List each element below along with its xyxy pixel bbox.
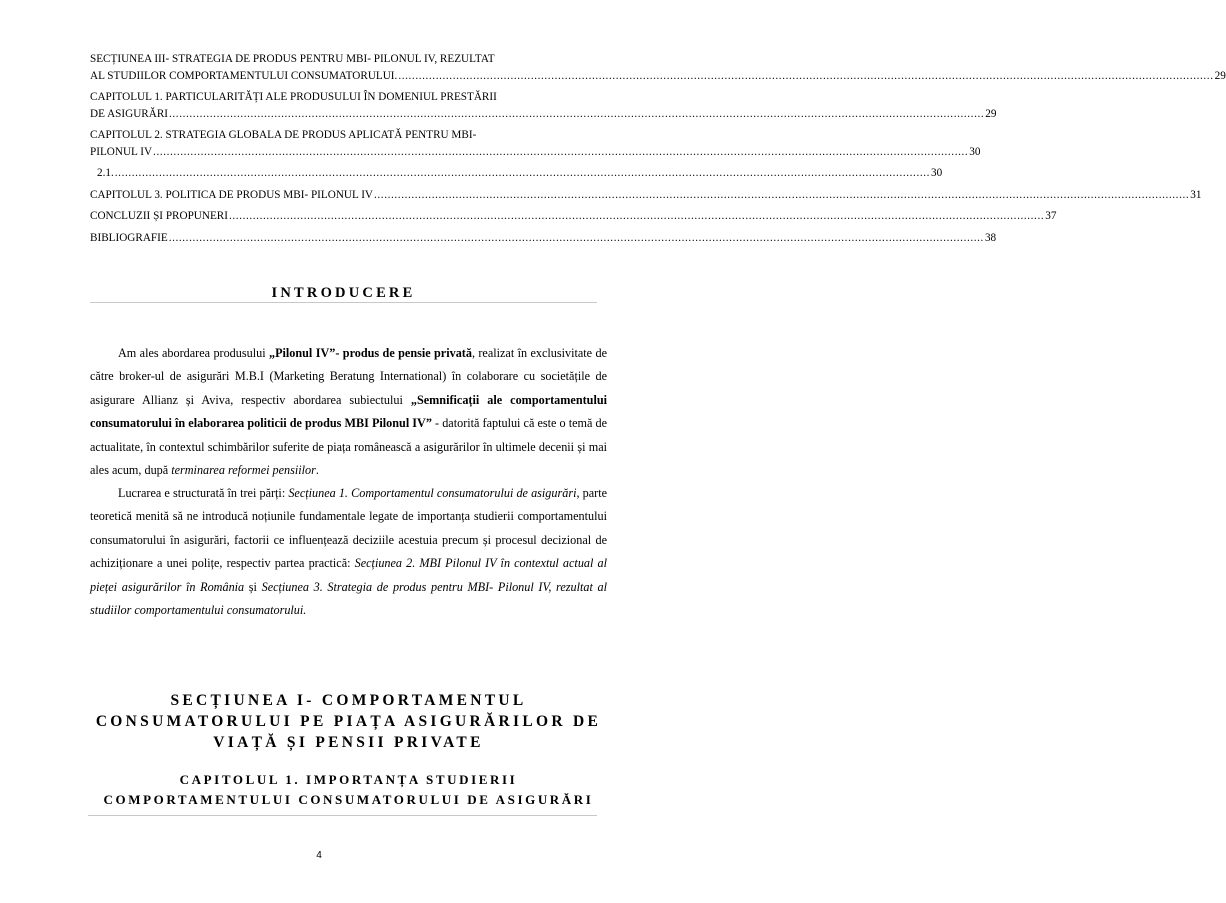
toc-entry-text: AL STUDIILOR COMPORTAMENTULUI CONSUMATORULUI. (90, 69, 398, 82)
toc-page-number: 38 (984, 231, 997, 244)
toc-entry[interactable] (90, 230, 997, 247)
intro-paragraph-2: Lucrarea e structurată în trei părți: Secțiunea 1. Comportamentul consumatorului de asigurări, parte teoretică menită să ne introducă noțiunile fundamentale legate de importanța studierii comportamentului consumatorului în asigurări, factorii ce influențează deciziile acestuia precum și procesul decizional de achiziționare a unei polițe, respectiv partea practică: Secțiunea 2. MBI Pilonul IV în contextul actual al pieței asigurărilor în România și Secțiunea 3. Strategia de produs pentru MBI- Pilonul IV, rezultat al studiilor comportamentului consumatorului. (90, 486, 607, 618)
section-title-line: SECȚIUNEA I- COMPORTAMENTUL (170, 692, 527, 709)
toc-page-number: 30 (931, 167, 943, 179)
section-title-line: VIAȚĂ ȘI PENSII PRIVATE (213, 734, 484, 751)
chapter-underline (88, 815, 597, 816)
toc-entry-text: CAPITOLUL 3. POLITICA DE PRODUS MBI- PILONUL IV (90, 188, 374, 201)
toc-entry[interactable] (90, 165, 943, 182)
toc-entry-text: 2.1. (97, 167, 114, 179)
toc-entry-text: PILONUL IV (90, 145, 153, 158)
toc-leader (169, 230, 984, 247)
page-number: 4 (316, 850, 322, 861)
toc-leader (115, 165, 930, 182)
heading-underline (90, 302, 597, 303)
toc-page-number: 31 (1190, 188, 1202, 201)
toc-leader (169, 106, 984, 123)
section-title-line: CONSUMATORULUI PE PIAȚA ASIGURĂRILOR DE (95, 713, 602, 730)
toc-entry[interactable] (90, 89, 997, 122)
toc-entry[interactable] (90, 208, 1057, 225)
chapter-title (80, 770, 617, 810)
toc-page-number: 29 (1214, 69, 1226, 82)
chapter-title-line: COMPORTAMENTULUI CONSUMATORULUI DE ASIGURĂRI (103, 792, 594, 807)
intro-paragraph-1: Am ales abordarea produsului „Pilonul IV”- produs de pensie privată, realizat în exclusivitate de către broker-ul de asigurări M.B.I (Marketing Beratung International) în colaborare cu societățile de asigurare Allianz și Aviva, respectiv abordarea subiectului „Semnificații ale comportamentului consumatorului în elaborarea politicii de produs MBI Pilonul IV” - datorită faptului că este o temă de actualitate, în contextul schimbărilor suferite de piața românească a asigurărilor în ultimele decenii și mai ales acum, după terminarea reformei pensiilor. (90, 346, 607, 478)
toc-leader (229, 208, 1044, 225)
toc-page-number: 29 (985, 107, 997, 120)
section-title (80, 690, 617, 753)
toc-leader (398, 68, 1213, 85)
toc-entry-text: SECȚIUNEA III- STRATEGIA DE PRODUS PENTRU MBI- PILONUL IV, REZULTAT (90, 53, 495, 65)
table-of-contents (90, 51, 1226, 251)
toc-page-number: 30 (969, 145, 981, 158)
toc-leader (374, 187, 1189, 204)
toc-entry[interactable] (90, 51, 1226, 84)
toc-leader (153, 144, 968, 161)
toc-entry[interactable] (90, 127, 981, 160)
toc-entry-text: DE ASIGURĂRI (90, 107, 169, 120)
toc-page-number: 37 (1045, 210, 1057, 222)
toc-entry-text: CAPITOLUL 1. PARTICULARITĂȚI ALE PRODUSULUI ÎN DOMENIUL PRESTĂRII (90, 91, 497, 103)
toc-entry[interactable] (90, 187, 1202, 204)
toc-entry-text: CONCLUZII ȘI PROPUNERI (90, 210, 228, 222)
chapter-title-line: CAPITOLUL 1. IMPORTANȚA STUDIERII (179, 772, 518, 787)
toc-entry-text: CAPITOLUL 2. STRATEGIA GLOBALA DE PRODUS APLICATĂ PENTRU MBI- (90, 129, 477, 141)
toc-entry-text: BIBLIOGRAFIE (90, 231, 168, 244)
introduction-heading: INTRODUCERE (271, 285, 416, 301)
